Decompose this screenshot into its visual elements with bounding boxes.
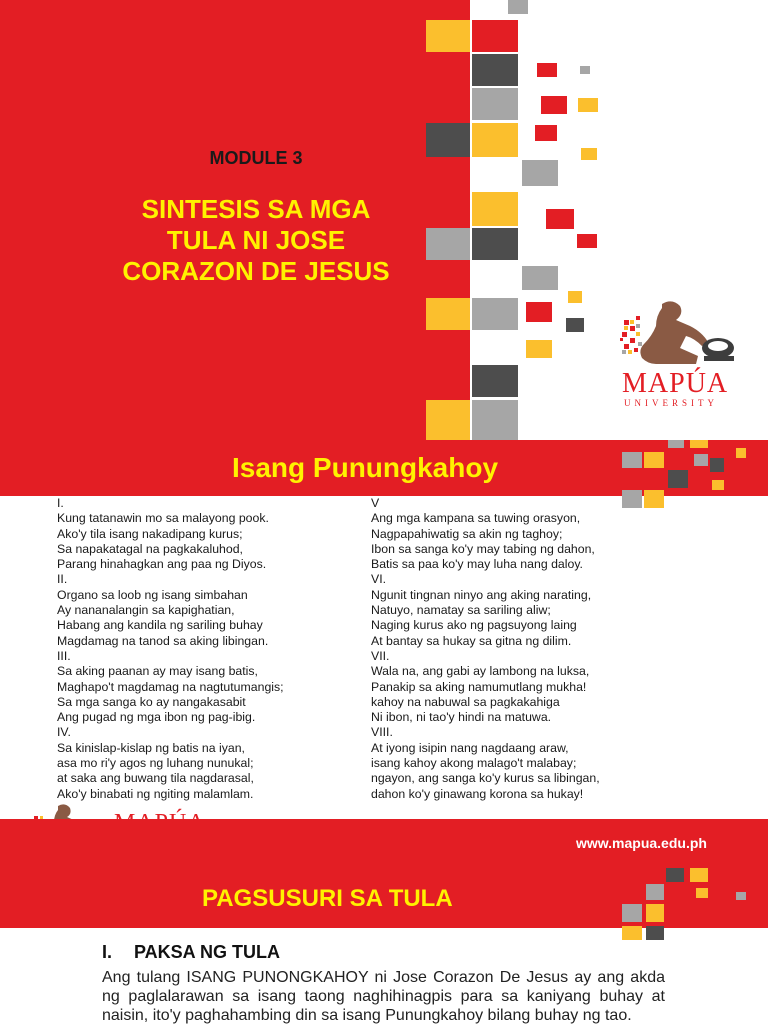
- poem-column-left: [57, 496, 284, 802]
- poem-line: Parang hinahagkan ang paa ng Diyos.: [57, 557, 267, 572]
- mapua-seal-icon: [618, 298, 748, 368]
- poem-line: Nagpapahiwatig sa akin ng taghoy;: [371, 526, 563, 541]
- logo-subtitle: UNIVERSITY: [624, 398, 718, 408]
- poem-line: Natuyo, namatay sa sariling aliw;: [371, 603, 551, 618]
- poem-line: IV.: [57, 725, 71, 740]
- poem-line: II.: [57, 572, 68, 587]
- poem-line: Batis sa paa ko'y may luha nang daloy.: [371, 557, 583, 572]
- mapua-logo: [618, 298, 748, 408]
- poem-line: dahon ko'y ginawang korona sa hukay!: [371, 786, 584, 801]
- poem-line: Ang mga kampana sa tuwing orasyon,: [371, 511, 581, 526]
- poem-line: Magdamag na tanod sa aking libingan.: [57, 633, 269, 648]
- poem-line: asa mo ri'y agos ng luhang nunukal;: [57, 756, 254, 771]
- poem-line: Sa kinislap-kislap ng batis na iyan,: [57, 740, 245, 755]
- poem-title: Isang Punungkahoy: [232, 452, 499, 483]
- poem-line: At iyong isipin nang nagdaang araw,: [371, 740, 569, 755]
- poem-line: Sa aking paanan ay may isang batis,: [57, 664, 258, 679]
- poem-line: Ibon sa sanga ko'y may tabing ng dahon,: [371, 541, 595, 556]
- poem-line: Panakip sa aking namumutlang mukha!: [371, 679, 587, 694]
- poem-line: Naging kurus ako ng pagsuyong laing: [371, 618, 577, 633]
- poem-slide: [0, 440, 768, 868]
- logo-wordmark: MAPÚA: [622, 368, 729, 399]
- poem-line: kahoy na nabuwal sa pagkakahiga: [371, 694, 560, 709]
- poem-line: Ngunit tingnan ninyo ang aking narating,: [371, 587, 592, 602]
- poem-line: Sa mga sanga ko ay nangakasabit: [57, 694, 246, 709]
- poem-line: at saka ang buwang tila nagdarasal,: [57, 771, 254, 786]
- poem-line: At bantay sa hukay sa gitna ng dilim.: [371, 633, 572, 648]
- poem-line: Ay nananalangin sa kapighatian,: [57, 603, 235, 618]
- section-paragraph: Ang tulang ISANG PUNONGKAHOY ni Jose Corazon De Jesus ay ang akda ng paglalarawan sa isang taong naghihinagpis para sa kaniyang buhay at naisin, ito'y paghahambing din sa isang Punungkahoy bilang buhay ng tao.: [102, 969, 665, 1024]
- module-title-line: SINTESIS SA MGA: [141, 194, 371, 224]
- title-slide: [0, 0, 768, 440]
- poem-line: ngayon, ang sanga ko'y kurus sa libingan,: [371, 771, 600, 786]
- poem-line: VI.: [371, 572, 387, 587]
- poem-line: Ni ibon, ni tao'y hindi na matuwa.: [371, 710, 552, 725]
- poem-line: VII.: [371, 648, 390, 663]
- analysis-slide: [0, 868, 768, 1024]
- module-title-line: CORAZON DE JESUS: [122, 256, 390, 286]
- poem-line: Organo sa loob ng isang simbahan: [57, 587, 248, 602]
- poem-line: III.: [57, 648, 71, 663]
- section-title: PAKSA NG TULA: [134, 942, 280, 962]
- poem-line: Ang pugad ng mga ibon ng pag-ibig.: [57, 710, 256, 725]
- poem-line: isang kahoy akong malago't malabay;: [371, 756, 577, 771]
- analysis-title: PAGSUSURI SA TULA: [202, 885, 453, 912]
- poem-line: Wala na, ang gabi ay lambong na luksa,: [371, 664, 590, 679]
- module-title: [0, 194, 512, 287]
- poem-line: Sa napakatagal na pagkakaluhod,: [57, 541, 243, 556]
- module-title-line: TULA NI JOSE: [166, 225, 346, 255]
- poem-line: Ako'y binabati ng ngiting malamlam.: [57, 786, 254, 801]
- poem-line: Maghapo't magdamag na nagtutumangis;: [57, 679, 284, 694]
- website-link[interactable]: www.mapua.edu.ph: [576, 835, 707, 851]
- poem-line: V: [371, 496, 380, 510]
- section-heading: [102, 942, 280, 963]
- module-label: MODULE 3: [209, 148, 303, 168]
- poem-line: VIII.: [371, 725, 393, 740]
- poem-line: Ako'y tila isang nakadipang kurus;: [57, 526, 243, 541]
- poem-column-right: [371, 496, 600, 802]
- poem-line: Habang ang kandila ng sariling buhay: [57, 618, 263, 633]
- section-number: I.: [102, 942, 113, 962]
- poem-line: I.: [57, 496, 64, 510]
- poem-line: Kung tatanawin mo sa malayong pook.: [57, 511, 269, 526]
